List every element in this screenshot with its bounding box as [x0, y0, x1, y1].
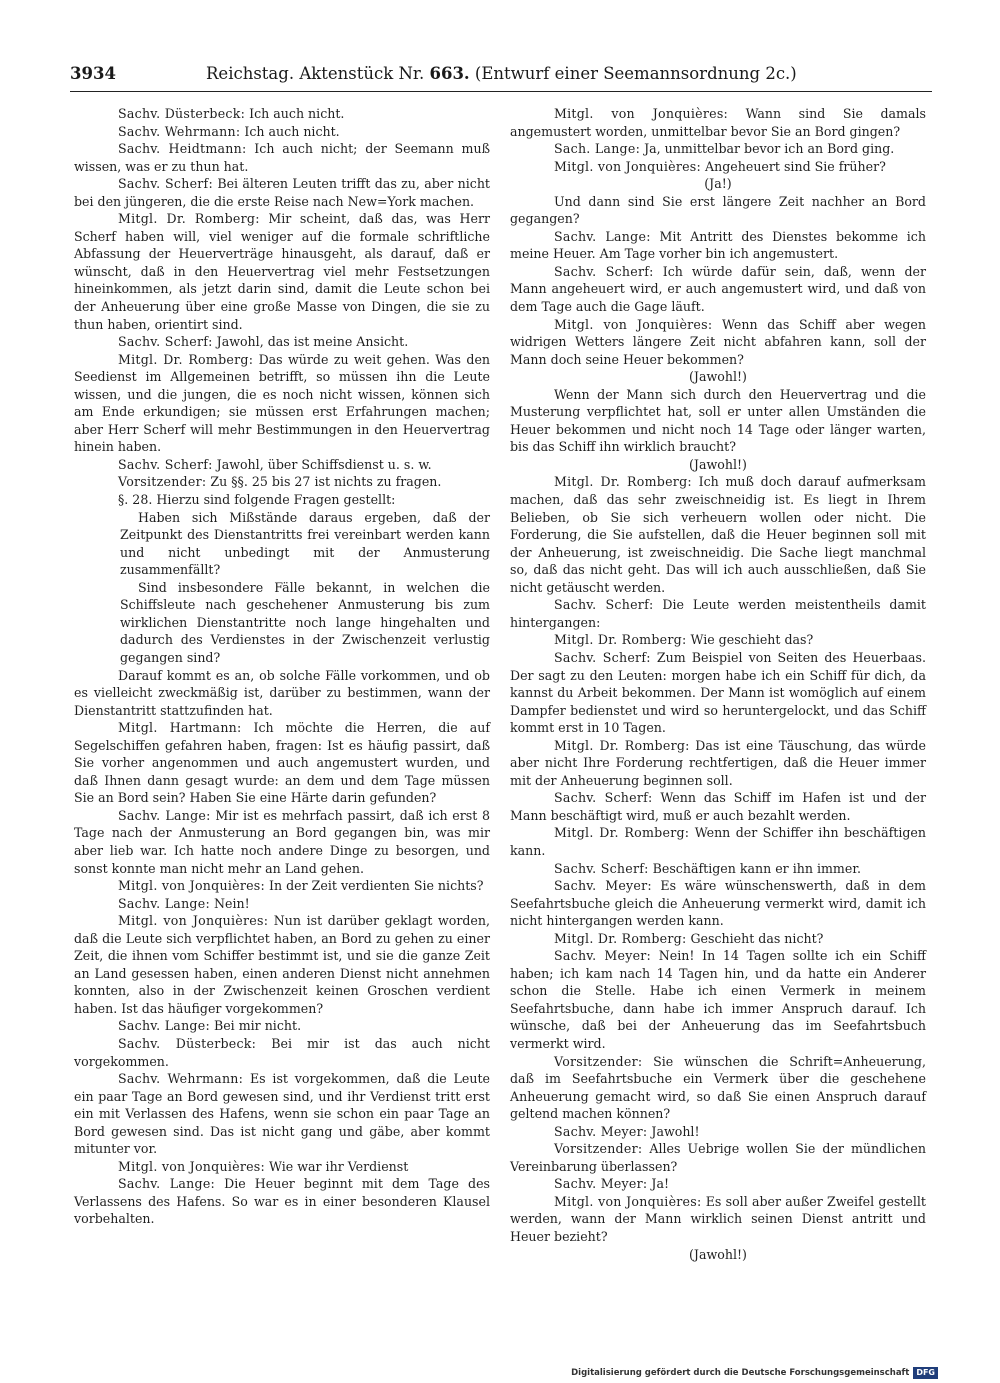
- paragraph-text: Sind insbesondere Fälle bekannt, in welchen die Schiffsleute nach geschehener Anmusterung bis zum wirklichen Dienstantritte noch lange hingehalten und dadurch des Verdienstes in der Zwischenzeit verlustig gegangen sind?: [120, 579, 490, 665]
- paragraph: [74, 807, 490, 877]
- speaker-name: Mitgl. Dr. Romberg:: [554, 930, 687, 946]
- paragraph: [74, 456, 490, 474]
- speaker-name: Sachv. Lange:: [118, 1176, 216, 1192]
- page-title: [206, 62, 797, 86]
- paragraph-text: Haben sich Mißstände daraus ergeben, daß der Zeitpunkt des Dienstantritts frei vereinbart werden kann und nicht unbedingt mit der Anmusterung zusammenfällt?: [120, 509, 490, 578]
- paragraph: [74, 351, 490, 456]
- paragraph: [510, 789, 926, 824]
- paragraph-text: Nein! In 14 Tagen sollte ich ein Schiff haben; ich kam nach 14 Tagen hin, und da hatte ein Anderer schon die Stelle. Habe ich einen Vermerk in meinem Seefahrtsbuche, dann habe ich immer Anspruch darauf. Ich wünsche, daß bei der Anheuerung das im Seefahrtsbuch vermerkt wird.: [510, 948, 926, 1051]
- paragraph: [510, 386, 926, 456]
- paragraph-text: Nein!: [213, 895, 250, 911]
- paragraph-text: Geschieht das nicht?: [690, 930, 824, 946]
- speaker-name: Sachv. Düsterbeck:: [118, 1035, 257, 1051]
- paragraph-text: Ich auch nicht; der Seemann muß wissen, was er zu thun hat.: [74, 141, 490, 174]
- paragraph-text: Beschäftigen kann er ihn immer.: [652, 860, 861, 876]
- paragraph-text: (Jawohl!): [689, 456, 747, 472]
- speaker-name: Mitgl. von Jonquières:: [118, 1158, 266, 1174]
- paragraph-text: Wie war ihr Verdienst: [269, 1158, 409, 1174]
- paragraph: [74, 473, 490, 491]
- paragraph-text: Ich muß doch darauf aufmerksam machen, daß das sehr zweischneidig ist. Es liegt in Ihrem Belieben, ob Sie sich verheuern wollen oder nicht. Die Forderung, die Sie aufstellen, daß die Heuer beginnen soll mit der Anheuerung, ist zweischneidig. Die Sache liegt manchmal so, daß das nicht geht. Das will ich auch ausschließen, daß Sie nicht getäuscht werden.: [510, 474, 926, 595]
- paragraph: [74, 175, 490, 210]
- paragraph: [510, 175, 926, 193]
- paragraph: [510, 930, 926, 948]
- paragraph: [74, 1017, 490, 1035]
- paragraph: [74, 579, 490, 667]
- speaker-name: Sachv. Lange:: [554, 228, 651, 244]
- speaker-name: Sachv. Lange:: [118, 807, 211, 823]
- speaker-name: Sachv. Meyer:: [554, 878, 652, 894]
- paragraph-text: Es soll aber außer Zweifel gestellt werden, wann der Mann wirklich seinen Dienst antritt und Heuer bezieht?: [510, 1193, 926, 1244]
- paragraph: [74, 1158, 490, 1176]
- paragraph-text: Jawohl!: [651, 1123, 700, 1139]
- paragraph-text: Das würde zu weit gehen. Was den Seedienst im Allgemeinen betrifft, so müssen ihn die Leute wissen, und die jungen, die es noch nicht wissen, können sich am Ende erkundigen; sie müssen erst Erfahrungen machen; aber Herr Scherf will mehr Bestimmungen in den Heuervertrag hinein haben.: [74, 351, 491, 455]
- page-header: [70, 62, 932, 86]
- speaker-name: Sach. Lange:: [554, 141, 641, 157]
- paragraph-text: Zu §§. 25 bis 27 ist nichts zu fragen.: [210, 474, 442, 490]
- paragraph: [74, 140, 490, 175]
- paragraph: [510, 649, 926, 737]
- speaker-name: Mitgl. Dr. Romberg:: [554, 632, 687, 648]
- speaker-name: Sachv. Heidtmann:: [118, 141, 247, 157]
- paragraph: [510, 1193, 926, 1246]
- speaker-name: Sachv. Scherf:: [118, 334, 213, 350]
- paragraph-text: Wenn das Schiff im Hafen ist und der Mann beschäftigt wird, muß er auch bezahlt werden.: [510, 790, 926, 823]
- paragraph-text: Es wäre wünschenswerth, daß in dem Seefahrtsbuche gleich die Anheuerung vermerkt wird, damit ich nicht hintergangen werden kann.: [510, 878, 926, 929]
- speaker-name: Sachv. Lange:: [118, 1018, 210, 1034]
- paragraph: [510, 473, 926, 596]
- paragraph: [74, 912, 490, 1017]
- speaker-name: Mitgl. Dr. Romberg:: [554, 737, 690, 753]
- paragraph-text: Wenn das Schiff aber wegen widrigen Wetters längere Zeit nicht abfahren kann, soll der Mann doch seine Heuer bekommen?: [510, 316, 926, 367]
- speaker-name: Sachv. Scherf:: [554, 649, 651, 665]
- paragraph-text: Die Leute werden meistentheils damit hintergangen:: [510, 597, 926, 630]
- paragraph-text: Zum Beispiel von Seiten des Heuerbaas. Der sagt zu den Leuten: morgen habe ich ein Schiff für dich, da kannst du Arbeit bekommen. Der Mann ist womöglich auf einem Dampfer bedienstet und wird so heruntergelockt, und das Schiff kommt erst in 10 Tagen.: [510, 649, 927, 736]
- paragraph-text: Bei älteren Leuten trifft das zu, aber nicht bei den jüngeren, die die erste Reise nach New=York machen.: [74, 176, 490, 209]
- speaker-name: Mitgl. Dr. Romberg:: [118, 211, 260, 227]
- speaker-name: Mitgl. von Jonquières:: [118, 913, 269, 929]
- speaker-name: Vorsitzender:: [554, 1053, 643, 1069]
- paragraph-text: (Ja!): [704, 176, 732, 192]
- speaker-name: Sachv. Wehrmann:: [118, 1071, 244, 1087]
- footer-credit: [571, 1366, 938, 1380]
- header-rule: [70, 91, 932, 92]
- paragraph: [74, 105, 490, 123]
- paragraph: [510, 193, 926, 228]
- right-text-column: [510, 105, 926, 1263]
- speaker-name: Mitgl. von Jonquières:: [554, 158, 702, 174]
- paragraph: [510, 737, 926, 790]
- speaker-name: Sachv. Meyer:: [554, 1123, 648, 1139]
- speaker-name: Sachv. Meyer:: [554, 948, 652, 964]
- speaker-name: Mitgl. Hartmann:: [118, 720, 242, 736]
- paragraph-text: Jawohl, das ist meine Ansicht.: [216, 334, 409, 350]
- paragraph-text: Bei mir nicht.: [213, 1018, 302, 1034]
- speaker-name: Mitgl. Dr. Romberg:: [554, 825, 690, 841]
- paragraph-text: Mir ist es mehrfach passirt, daß ich erst 8 Tage nach der Anmusterung an Bord gegangen bin, was mir aber lieb war. Ich hatte noch andere Dinge zu besorgen, und sonst konnte man nicht mehr an Land gehen.: [74, 807, 490, 876]
- paragraph: [74, 1175, 490, 1228]
- paragraph: [74, 667, 490, 720]
- paragraph-text: §. 28. Hierzu sind folgende Fragen gestellt:: [118, 492, 396, 508]
- paragraph-text: Ich auch nicht.: [249, 106, 345, 121]
- paragraph: [74, 877, 490, 895]
- paragraph: [74, 210, 490, 333]
- speaker-name: Mitgl. von Jonquières:: [554, 316, 713, 332]
- speaker-name: Mitgl. Dr. Romberg:: [118, 351, 254, 367]
- title-prefix: Reichstag. Aktenstück Nr.: [206, 64, 425, 83]
- speaker-name: Mitgl. von Jonquières:: [554, 106, 729, 121]
- paragraph: [74, 719, 490, 807]
- paragraph-text: Angeheuert sind Sie früher?: [705, 158, 886, 174]
- paragraph-text: Wenn der Mann sich durch den Heuervertrag und die Musterung verpflichtet hat, soll er unter allen Umständen die Heuer bekommen und nicht noch 14 Tage oder länger warten, bis das Schiff ihn wirklich braucht?: [510, 386, 926, 455]
- paragraph: [510, 596, 926, 631]
- paragraph-text: (Jawohl!): [689, 1246, 747, 1262]
- document-number: 663.: [429, 64, 470, 83]
- title-suffix: (Entwurf einer Seemannsordnung 2c.): [474, 64, 797, 83]
- paragraph-text: Ja, unmittelbar bevor ich an Bord ging.: [644, 141, 895, 157]
- paragraph: [510, 105, 926, 140]
- paragraph-text: Ich würde dafür sein, daß, wenn der Mann angeheuert wird, er auch angemustert wird, und daß von dem Tage auch die Gage läuft.: [510, 263, 926, 315]
- paragraph: [510, 316, 926, 369]
- paragraph: [510, 877, 926, 930]
- page-number: 3934: [70, 64, 116, 83]
- speaker-name: Sachv. Scherf:: [118, 176, 213, 192]
- paragraph: [74, 895, 490, 913]
- left-text-column: [74, 105, 490, 1228]
- paragraph: [510, 368, 926, 386]
- paragraph-text: Darauf kommt es an, ob solche Fälle vorkommen, und ob es vielleicht zweckmäßig ist, darüber zu bestimmen, wann der Dienstantritt stattzufinden hat.: [74, 667, 490, 718]
- paragraph-text: (Jawohl!): [689, 369, 747, 385]
- paragraph: [510, 456, 926, 474]
- paragraph-text: Ich möchte die Herren, die auf Segelschiffen gefahren haben, fragen: Ist es häufig passirt, daß Sie vorher angenommen und auch angemustert wurden, und daß Ihnen dann gesagt wurde: an dem und dem Tage müssen Sie an Bord sein? Haben Sie eine Härte darin gefunden?: [74, 720, 490, 806]
- speaker-name: Sachv. Scherf:: [118, 456, 213, 472]
- paragraph: [510, 140, 926, 158]
- paragraph-text: In der Zeit verdienten Sie nichts?: [269, 878, 484, 894]
- paragraph-text: Und dann sind Sie erst längere Zeit nachher an Bord gegangen?: [510, 193, 926, 227]
- paragraph-text: Wenn der Schiffer ihn beschäftigen kann.: [510, 825, 926, 858]
- paragraph: [510, 263, 926, 316]
- paragraph: [510, 1175, 926, 1193]
- paragraph: [510, 1140, 926, 1175]
- paragraph-text: Mir scheint, daß das, was Herr Scherf haben will, viel weniger auf die formale schriftliche Abfassung der Heuerverträge hinausgeht, als darauf, daß er wünscht, daß in den Heuervertrag viel mehr Festsetzungen hineinkommen, als jetzt darin sind, damit die Leute schon bei der Anheuerung über eine große Masse von Dingen, die sie zu thun haben, orientirt sind.: [74, 211, 490, 332]
- paragraph: [74, 1070, 490, 1158]
- speaker-name: Mitgl. Dr. Romberg:: [554, 474, 692, 490]
- paragraph: [510, 947, 926, 1052]
- paragraph-text: Wann sind Sie damals angemustert worden, unmittelbar bevor Sie an Bord gingen?: [510, 106, 926, 139]
- footer-text: Digitalisierung gefördert durch die Deutsche Forschungsgemeinschaft: [571, 1368, 910, 1378]
- speaker-name: Sachv. Wehrmann:: [118, 123, 241, 139]
- paragraph: [510, 1123, 926, 1141]
- paragraph: [74, 509, 490, 579]
- paragraph: [510, 631, 926, 649]
- paragraph-text: Die Heuer beginnt mit dem Tage des Verlassens des Hafens. So war es in einer besonderen Klausel vorbehalten.: [74, 1176, 490, 1227]
- paragraph-text: Wie geschieht das?: [690, 632, 814, 648]
- paragraph: [510, 860, 926, 878]
- paragraph-text: Es ist vorgekommen, daß die Leute ein paar Tage an Bord gewesen sind, und ihr Verdienst tritt erst ein mit Verlassen des Hafens, wenn sie schon ein paar Tage an Bord gewesen sind. Das ist nicht gang und gäbe, aber kommt mitunter vor.: [74, 1071, 490, 1157]
- paragraph: [510, 228, 926, 263]
- paragraph: [74, 491, 490, 509]
- paragraph: [510, 158, 926, 176]
- paragraph-text: Ja!: [651, 1176, 670, 1192]
- speaker-name: Mitgl. von Jonquières:: [554, 1193, 702, 1209]
- paragraph: [510, 824, 926, 859]
- speaker-name: Sachv. Scherf:: [554, 597, 654, 613]
- speaker-name: Vorsitzender:: [554, 1141, 643, 1157]
- paragraph-text: Ich auch nicht.: [244, 123, 340, 139]
- paragraph-text: Nun ist darüber geklagt worden, daß die Leute sich verpflichtet haben, an Bord zu gehen zu einer Zeit, die ihnen vom Schiffer bestimmt ist, und sie die ganze Zeit an Land gesessen haben, einen anderen Dienst nicht annehmen konnten, also in der Zwischenzeit keinen Groschen verdient haben. Ist das häufiger vorgekommen?: [74, 913, 490, 1016]
- paragraph: [510, 1246, 926, 1264]
- speaker-name: Sachv. Meyer:: [554, 1176, 648, 1192]
- paragraph-text: Alles Uebrige wollen Sie der mündlichen Vereinbarung überlassen?: [510, 1141, 926, 1174]
- speaker-name: Sachv. Scherf:: [554, 790, 653, 806]
- speaker-name: Vorsitzender:: [118, 474, 207, 490]
- paragraph-text: Bei mir ist das auch nicht vorgekommen.: [74, 1035, 490, 1069]
- paragraph: [510, 1053, 926, 1123]
- paragraph-text: Sie wünschen die Schrift=Anheuerung, daß im Seefahrtsbuche ein Vermerk über die geschehene Anheuerung gemacht wird, so daß Sie einen Anspruch darauf geltend machen können?: [510, 1053, 926, 1122]
- paragraph-text: Das ist eine Täuschung, das würde aber nicht Ihre Forderung rechtfertigen, daß die Heuer immer mit der Anheuerung beginnen soll.: [510, 737, 926, 788]
- paragraph-text: Jawohl, über Schiffsdienst u. s. w.: [216, 456, 432, 472]
- speaker-name: Mitgl. von Jonquières:: [118, 878, 266, 894]
- speaker-name: Sachv. Düsterbeck:: [118, 106, 246, 121]
- paragraph: [74, 123, 490, 141]
- dfg-logo: DFG: [913, 1367, 938, 1379]
- paragraph-text: Mit Antritt des Dienstes bekomme ich meine Heuer. Am Tage vorher bin ich angemustert.: [510, 228, 926, 262]
- speaker-name: Sachv. Scherf:: [554, 860, 649, 876]
- speaker-name: Sachv. Scherf:: [554, 263, 654, 279]
- paragraph: [74, 333, 490, 351]
- paragraph: [74, 1035, 490, 1070]
- speaker-name: Sachv. Lange:: [118, 895, 210, 911]
